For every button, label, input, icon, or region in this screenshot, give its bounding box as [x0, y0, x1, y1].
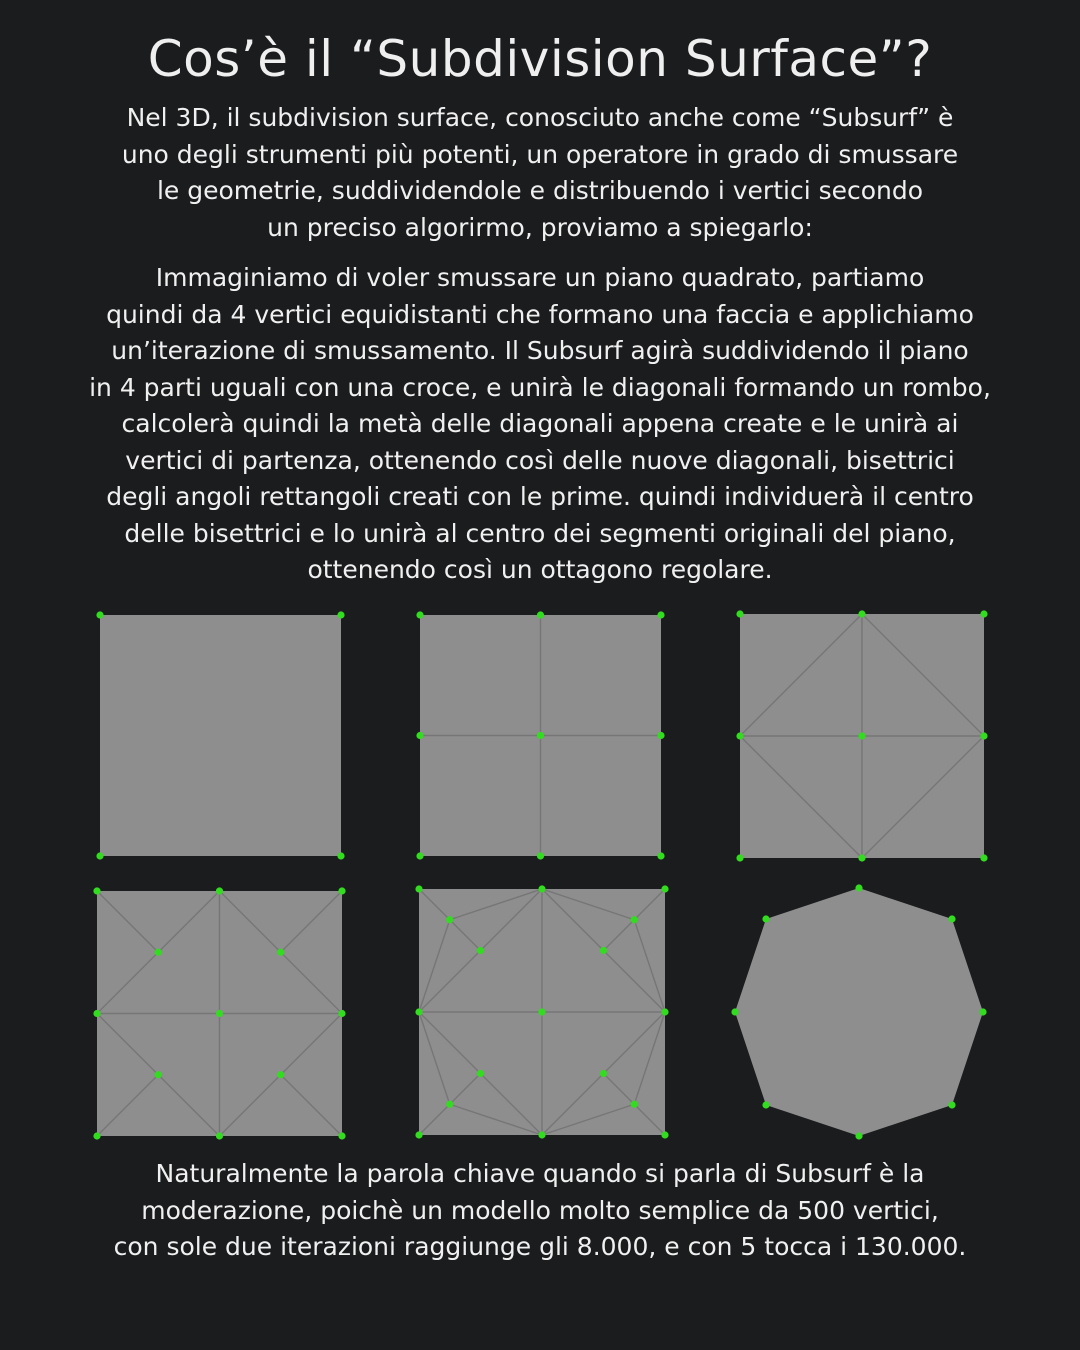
explanation-line: ottenendo così un ottagono regolare.	[307, 555, 773, 584]
vertex	[416, 852, 423, 859]
vertex	[93, 1010, 100, 1017]
diagram-1-quadrato	[96, 611, 344, 859]
vertex	[477, 1070, 484, 1077]
vertex	[948, 1101, 955, 1108]
vertex	[855, 884, 862, 891]
vertex	[155, 949, 162, 956]
vertex	[277, 949, 284, 956]
vertex	[979, 1008, 986, 1015]
vertex	[538, 1008, 545, 1015]
vertex	[600, 1070, 607, 1077]
vertex	[980, 854, 987, 861]
vertex	[736, 854, 743, 861]
explanation-line: Immaginiamo di voler smussare un piano quadrato, partiamo	[155, 263, 925, 292]
vertex	[858, 610, 865, 617]
conclusion-line: con sole due iterazioni raggiunge gli 8.000, e con 5 tocca i 130.000.	[113, 1232, 967, 1261]
vertex	[762, 1101, 769, 1108]
vertex	[600, 947, 607, 954]
explanation-line: in 4 parti uguali con una croce, e unirà le diagonali formando un rombo,	[89, 372, 991, 402]
vertex	[216, 1132, 223, 1139]
vertex	[661, 885, 668, 892]
vertex	[416, 611, 423, 618]
vertex	[855, 1132, 862, 1139]
vertex	[93, 1132, 100, 1139]
vertex	[477, 947, 484, 954]
vertex	[858, 732, 865, 739]
vertex	[96, 611, 103, 618]
vertex	[537, 852, 544, 859]
vertex	[415, 1008, 422, 1015]
vertex	[338, 887, 345, 894]
explanation-line: un’iterazione di smussamento. Il Subsurf agirà suddividendo il piano	[111, 336, 969, 365]
vertex	[216, 1010, 223, 1017]
vertex	[657, 611, 664, 618]
vertex	[277, 1071, 284, 1078]
conclusion-paragraph	[20, 1156, 1060, 1266]
explanation-line: quindi da 4 vertici equidistanti che formano una faccia e applichiamo	[106, 299, 974, 329]
square-face	[100, 615, 341, 856]
diagram-5-bisettrici	[415, 885, 668, 1138]
explanation-line: vertici di partenza, ottenendo così delle nuove diagonali, bisettrici	[125, 445, 955, 475]
explanation-line: degli angoli rettangoli creati con le prime. quindi individuerà il centro	[106, 482, 974, 511]
vertex	[736, 732, 743, 739]
vertex	[661, 1131, 668, 1138]
vertex	[731, 1008, 738, 1015]
intro-line: Nel 3D, il subdivision surface, conosciuto anche come “Subsurf” è	[126, 103, 954, 132]
vertex	[337, 611, 344, 618]
vertex	[96, 852, 103, 859]
octagon-face	[735, 888, 983, 1136]
vertex	[338, 1132, 345, 1139]
vertex	[657, 852, 664, 859]
vertex	[948, 915, 955, 922]
vertex	[93, 887, 100, 894]
vertex	[631, 916, 638, 923]
vertex	[338, 1010, 345, 1017]
vertex	[416, 732, 423, 739]
intro-line: un preciso algorirmo, proviamo a spiegarlo:	[267, 212, 813, 242]
vertex	[538, 885, 545, 892]
vertex	[657, 732, 664, 739]
vertex	[631, 1101, 638, 1108]
vertex	[661, 1008, 668, 1015]
diagram-6-ottagono	[731, 884, 986, 1139]
vertex	[538, 1131, 545, 1138]
vertex	[537, 611, 544, 618]
diagram-2-croce	[416, 611, 664, 859]
vertex	[858, 854, 865, 861]
vertex	[216, 887, 223, 894]
conclusion-line: Naturalmente la parola chiave quando si parla di Subsurf è la	[155, 1159, 925, 1188]
conclusion-line: moderazione, poichè un modello molto semplice da 500 vertici,	[141, 1195, 939, 1225]
intro-line: uno degli strumenti più potenti, un operatore in grado di smussare	[121, 139, 959, 169]
vertex	[980, 610, 987, 617]
page-title: Cos’è il “Subdivision Surface”?	[147, 30, 933, 88]
vertex	[980, 732, 987, 739]
vertex	[415, 885, 422, 892]
vertex	[446, 1101, 453, 1108]
vertex	[736, 610, 743, 617]
vertex	[155, 1071, 162, 1078]
diagram-3-rombo	[736, 610, 987, 861]
explanation-line: calcolerà quindi la metà delle diagonali appena create e le unirà ai	[121, 409, 959, 438]
intro-line: le geometrie, suddividendole e distribuendo i vertici secondo	[156, 176, 924, 205]
diagram-4-meta-diagonali	[93, 887, 345, 1139]
explanation-line: delle bisettrici e lo unirà al centro dei segmenti originali del piano,	[124, 518, 956, 548]
vertex	[762, 915, 769, 922]
vertex	[337, 852, 344, 859]
vertex	[415, 1131, 422, 1138]
vertex	[537, 732, 544, 739]
vertex	[446, 916, 453, 923]
